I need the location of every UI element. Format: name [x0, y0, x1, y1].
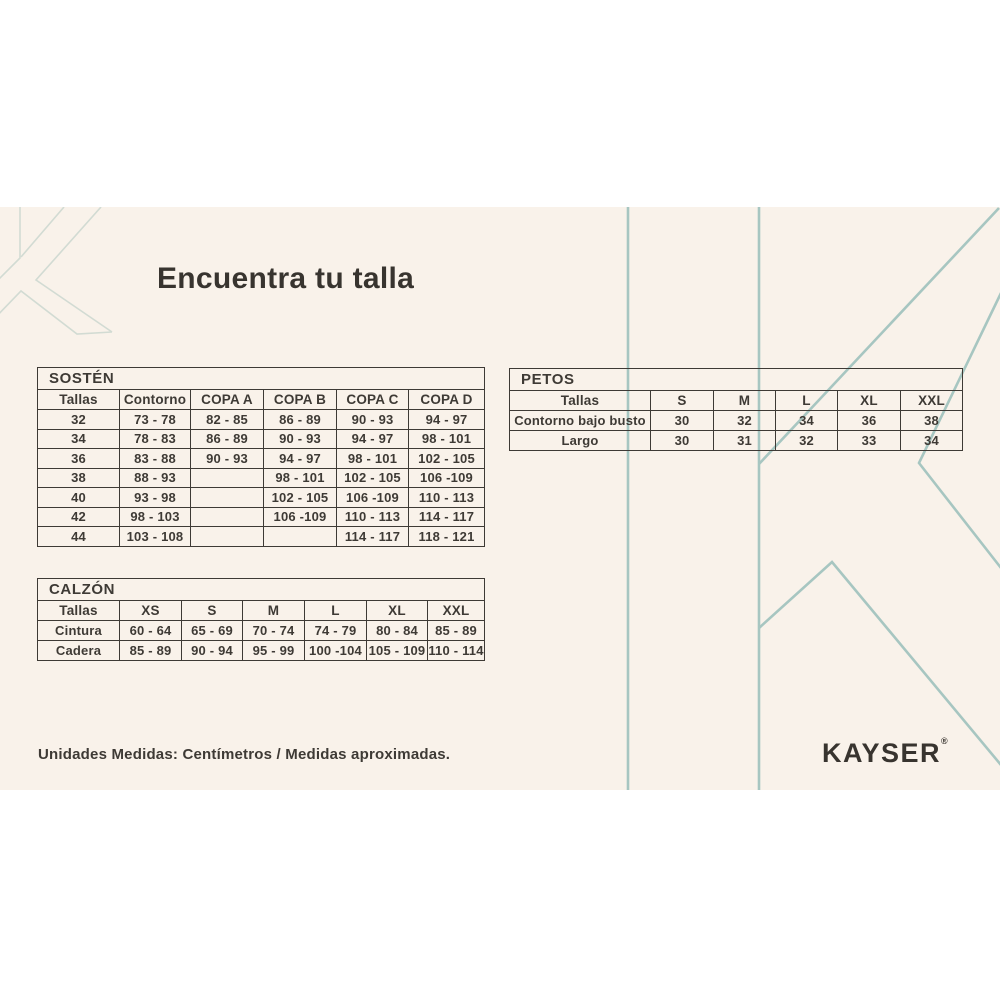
column-header: S — [182, 601, 243, 621]
calzon-size-table — [37, 578, 485, 661]
table-cell: 31 — [714, 431, 776, 451]
table-cell: 106 -109 — [264, 507, 337, 527]
table-row — [38, 621, 485, 641]
table-cell: 98 - 101 — [264, 468, 337, 488]
table-cell: 93 - 98 — [120, 488, 191, 508]
table-cell: 34 — [38, 429, 120, 449]
table-cell: 90 - 93 — [191, 449, 264, 469]
table-cell: Largo — [510, 431, 651, 451]
table-row — [38, 507, 485, 527]
table-title-row — [38, 368, 485, 390]
table-cell: 86 - 89 — [191, 429, 264, 449]
column-header: Tallas — [38, 601, 120, 621]
table-cell: 106 -109 — [337, 488, 409, 508]
table-cell: 118 - 121 — [409, 527, 485, 547]
table-cell: Cintura — [38, 621, 120, 641]
table-cell: 82 - 85 — [191, 410, 264, 430]
table-row — [38, 429, 485, 449]
column-header: Tallas — [38, 390, 120, 410]
table-cell: 114 - 117 — [337, 527, 409, 547]
table-row — [38, 449, 485, 469]
table-row — [510, 431, 963, 451]
table-cell: 42 — [38, 507, 120, 527]
table-cell — [191, 488, 264, 508]
table-cell — [191, 507, 264, 527]
table-row — [38, 410, 485, 430]
column-header: XL — [838, 391, 901, 411]
column-header: L — [776, 391, 838, 411]
table-row — [38, 488, 485, 508]
table-cell: 36 — [38, 449, 120, 469]
table-cell: 95 - 99 — [243, 641, 305, 661]
column-header: COPA D — [409, 390, 485, 410]
table-title-row — [38, 579, 485, 601]
table-cell: 85 - 89 — [120, 641, 182, 661]
table-cell: 102 - 105 — [337, 468, 409, 488]
table-row — [38, 468, 485, 488]
table-cell: 103 - 108 — [120, 527, 191, 547]
table-row — [38, 527, 485, 547]
table-cell: 32 — [776, 431, 838, 451]
table-title: SOSTÉN — [38, 368, 485, 390]
table-header-row — [510, 391, 963, 411]
table-cell: 114 - 117 — [409, 507, 485, 527]
column-header: XXL — [428, 601, 485, 621]
table-cell: 90 - 93 — [264, 429, 337, 449]
table-cell: 80 - 84 — [367, 621, 428, 641]
table-cell: 34 — [901, 431, 963, 451]
table-cell: 32 — [714, 411, 776, 431]
table-cell: 65 - 69 — [182, 621, 243, 641]
column-header: XL — [367, 601, 428, 621]
table-cell: 30 — [651, 411, 714, 431]
table-title: CALZÓN — [38, 579, 485, 601]
k-outline-right — [628, 207, 1000, 790]
table-cell: 100 -104 — [305, 641, 367, 661]
table-cell: 60 - 64 — [120, 621, 182, 641]
k-leg-peak — [759, 562, 1000, 765]
table-cell: 94 - 97 — [337, 429, 409, 449]
units-note: Unidades Medidas: Centímetros / Medidas aproximadas. — [38, 746, 451, 763]
table-cell: 33 — [838, 431, 901, 451]
table-cell: 90 - 94 — [182, 641, 243, 661]
brand-logo — [822, 738, 948, 769]
table-cell: 102 - 105 — [264, 488, 337, 508]
column-header: Tallas — [510, 391, 651, 411]
table-cell: 90 - 93 — [337, 410, 409, 430]
table-cell: Contorno bajo busto — [510, 411, 651, 431]
content-band — [0, 207, 1000, 790]
table-cell: 44 — [38, 527, 120, 547]
table-cell: 105 - 109 — [367, 641, 428, 661]
table-cell: 38 — [901, 411, 963, 431]
k-outline-left — [0, 207, 112, 334]
column-header: M — [714, 391, 776, 411]
table-cell: 94 - 97 — [264, 449, 337, 469]
table-cell: 110 - 113 — [337, 507, 409, 527]
table-cell: 32 — [38, 410, 120, 430]
table-cell: 78 - 83 — [120, 429, 191, 449]
table-cell — [191, 468, 264, 488]
table-row — [38, 641, 485, 661]
table-cell: 98 - 103 — [120, 507, 191, 527]
table-cell: 73 - 78 — [120, 410, 191, 430]
table-cell: 106 -109 — [409, 468, 485, 488]
table-cell: 70 - 74 — [243, 621, 305, 641]
table-cell — [264, 527, 337, 547]
column-header: L — [305, 601, 367, 621]
table-cell — [191, 527, 264, 547]
registered-trademark-icon: ® — [941, 736, 948, 746]
table-cell: 110 - 113 — [409, 488, 485, 508]
table-cell: 86 - 89 — [264, 410, 337, 430]
table-cell: 36 — [838, 411, 901, 431]
table-cell: 102 - 105 — [409, 449, 485, 469]
table-cell: 30 — [651, 431, 714, 451]
table-cell: 74 - 79 — [305, 621, 367, 641]
table-title: PETOS — [510, 369, 963, 391]
column-header: COPA A — [191, 390, 264, 410]
table-cell: 40 — [38, 488, 120, 508]
brand-name: KAYSER — [822, 738, 942, 768]
column-header: Contorno — [120, 390, 191, 410]
column-header: COPA B — [264, 390, 337, 410]
table-header-row — [38, 601, 485, 621]
table-cell: 85 - 89 — [428, 621, 485, 641]
table-cell: 94 - 97 — [409, 410, 485, 430]
table-title-row — [510, 369, 963, 391]
table-cell: 88 - 93 — [120, 468, 191, 488]
petos-size-table — [509, 368, 963, 451]
table-header-row — [38, 390, 485, 410]
table-cell: 98 - 101 — [337, 449, 409, 469]
column-header: COPA C — [337, 390, 409, 410]
table-cell: Cadera — [38, 641, 120, 661]
table-cell: 98 - 101 — [409, 429, 485, 449]
table-cell: 38 — [38, 468, 120, 488]
column-header: M — [243, 601, 305, 621]
table-row — [510, 411, 963, 431]
table-cell: 83 - 88 — [120, 449, 191, 469]
sosten-size-table — [37, 367, 485, 547]
column-header: XS — [120, 601, 182, 621]
table-cell: 34 — [776, 411, 838, 431]
column-header: S — [651, 391, 714, 411]
column-header: XXL — [901, 391, 963, 411]
page-title: Encuentra tu talla — [157, 262, 415, 295]
table-cell: 110 - 114 — [428, 641, 485, 661]
